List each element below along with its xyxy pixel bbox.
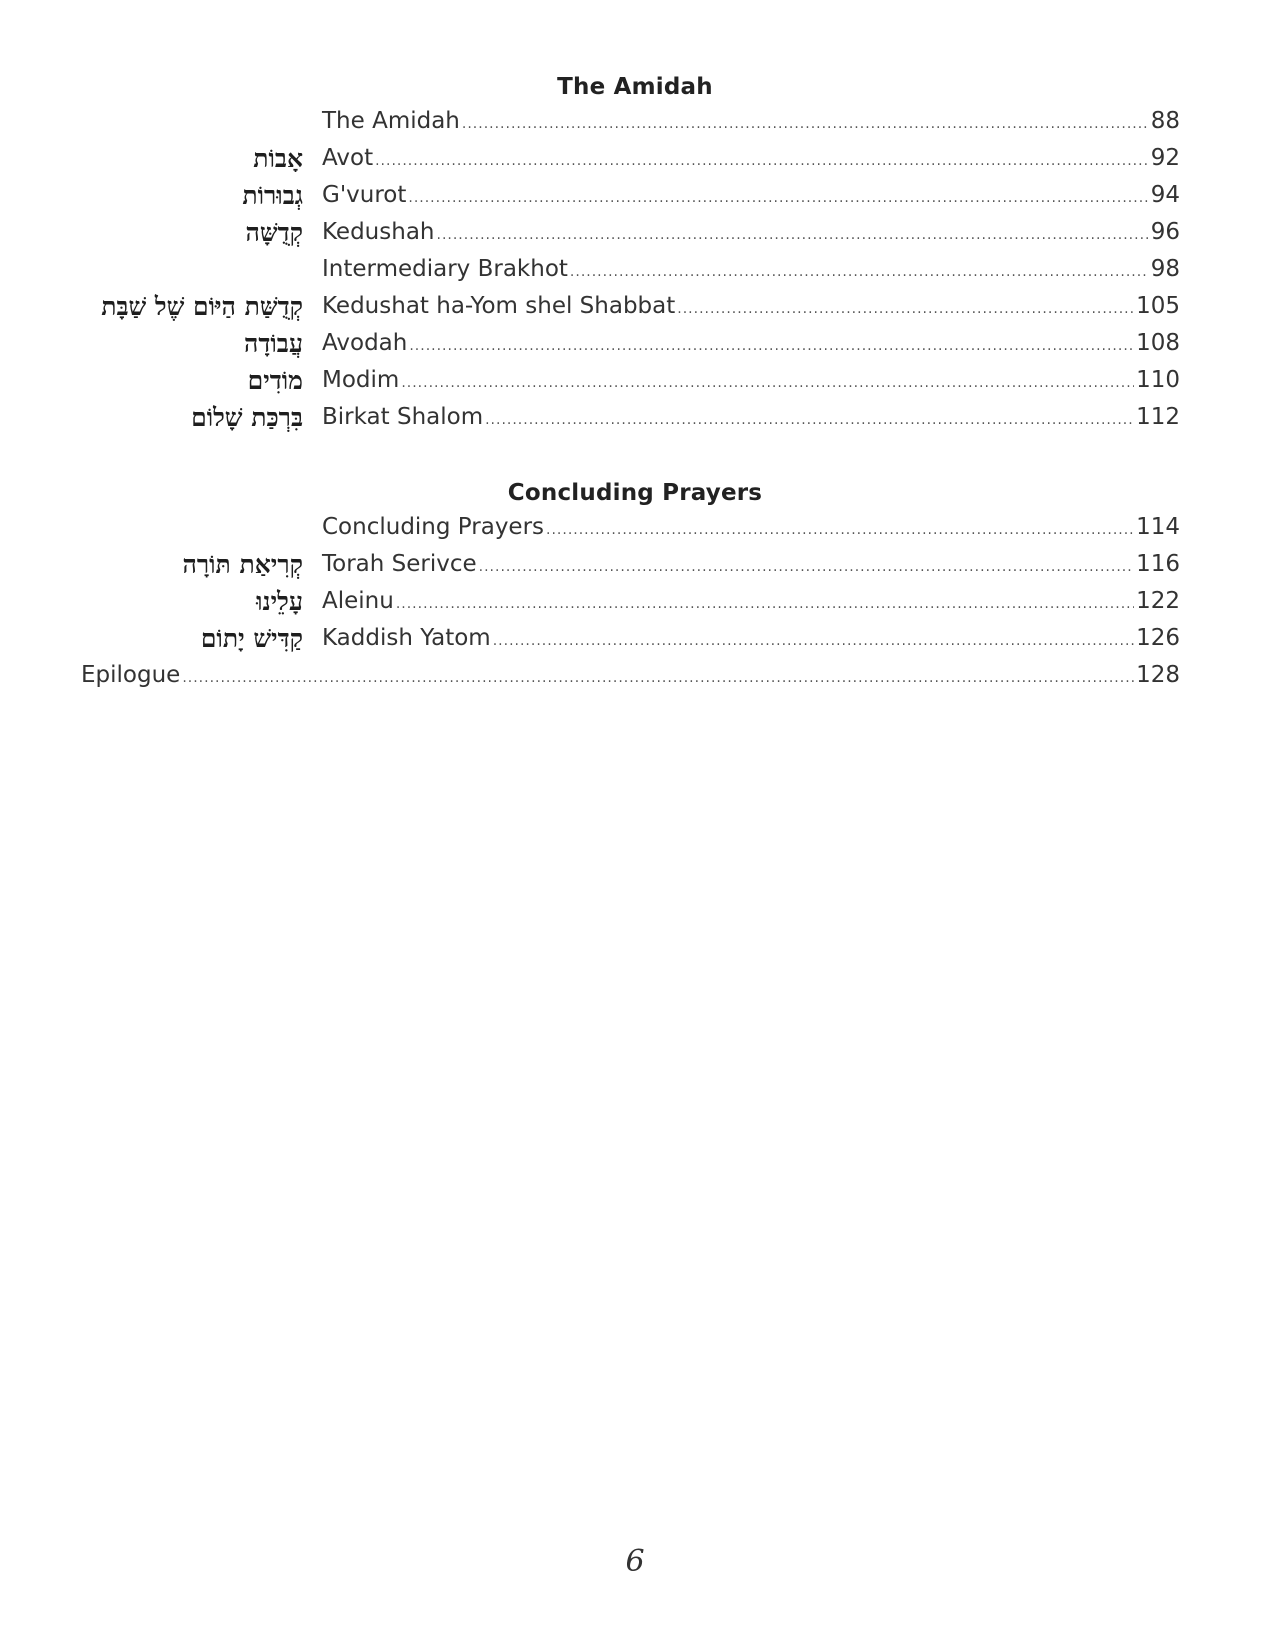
toc-entry-page: 112 bbox=[1136, 404, 1180, 430]
toc-entry-hebrew: קְדֻשַּׁת הַיּוֹם שֶׁל שַׁבָּת bbox=[101, 292, 303, 321]
toc-entry bbox=[322, 367, 1180, 404]
section-heading-concluding-prayers: Concluding Prayers bbox=[507, 480, 763, 506]
toc-entry-title: Kaddish Yatom bbox=[322, 625, 491, 651]
toc-entry-title: Avot bbox=[322, 145, 374, 171]
toc-entry-hebrew: קְרִיאַת תּוֹרָה bbox=[182, 550, 303, 579]
toc-entry-page: 92 bbox=[1150, 145, 1180, 171]
toc-entry-hebrew: אָבוֹת bbox=[253, 144, 303, 173]
toc-entry-title: Avodah bbox=[322, 330, 408, 356]
toc-entry-hebrew: קַדִּישׁ יָתוֹם bbox=[200, 624, 303, 653]
toc-entry-hebrew: בִּרְכַּת שָׁלוֹם bbox=[191, 403, 303, 432]
toc-entry bbox=[322, 145, 1180, 182]
toc-entry bbox=[322, 625, 1180, 662]
toc-entry-page: 114 bbox=[1136, 514, 1180, 540]
toc-entry-page: 94 bbox=[1150, 182, 1180, 208]
page-number: 6 bbox=[625, 1544, 645, 1579]
toc-entry-title: G'vurot bbox=[322, 182, 407, 208]
dot-leader bbox=[493, 633, 1134, 649]
toc-entry-title: Epilogue bbox=[81, 662, 181, 688]
toc-entry-hebrew: גְבוּרוֹת bbox=[242, 181, 303, 210]
toc-entry bbox=[322, 256, 1180, 293]
dot-leader bbox=[396, 596, 1134, 612]
toc-entry-title: Kedushah bbox=[322, 219, 435, 245]
toc-entry-page: 108 bbox=[1136, 330, 1180, 356]
toc-entry-page: 88 bbox=[1150, 108, 1180, 134]
toc-entry-hebrew: קְדֻשָּׁה bbox=[245, 218, 303, 247]
toc-entry-hebrew: מוֹדִים bbox=[247, 366, 303, 395]
toc-entry bbox=[322, 108, 1180, 145]
dot-leader bbox=[462, 116, 1149, 132]
toc-entry-title: Birkat Shalom bbox=[322, 404, 484, 430]
toc-entry-page: 110 bbox=[1136, 367, 1180, 393]
toc-entry-title: The Amidah bbox=[322, 108, 460, 134]
toc-entry-title: Torah Serivce bbox=[322, 551, 477, 577]
dot-leader bbox=[677, 301, 1134, 317]
dot-leader bbox=[408, 190, 1148, 206]
toc-entry bbox=[322, 293, 1180, 330]
dot-leader bbox=[546, 522, 1134, 538]
toc-entry bbox=[322, 551, 1180, 588]
toc-entry bbox=[322, 404, 1180, 441]
dot-leader bbox=[437, 227, 1149, 243]
toc-entry-page: 128 bbox=[1136, 662, 1180, 688]
dot-leader bbox=[479, 559, 1134, 575]
dot-leader bbox=[401, 375, 1134, 391]
dot-leader bbox=[485, 412, 1134, 428]
toc-entry-page: 98 bbox=[1150, 256, 1180, 282]
toc-entry bbox=[322, 219, 1180, 256]
toc-entry-title: Intermediary Brakhot bbox=[322, 256, 568, 282]
toc-entry bbox=[322, 330, 1180, 367]
toc-entry bbox=[322, 182, 1180, 219]
toc-entry-page: 126 bbox=[1136, 625, 1180, 651]
toc-entry-title: Aleinu bbox=[322, 588, 394, 614]
toc-entry-hebrew: עָלֵינוּ bbox=[256, 587, 303, 616]
toc-entry-page: 116 bbox=[1136, 551, 1180, 577]
toc-entry-epilogue bbox=[81, 662, 1180, 699]
toc-entry-title: Kedushat ha-Yom shel Shabbat bbox=[322, 293, 676, 319]
dot-leader bbox=[570, 264, 1149, 280]
toc-entry-title: Concluding Prayers bbox=[322, 514, 545, 540]
dot-leader bbox=[182, 670, 1134, 686]
toc-entry-page: 96 bbox=[1150, 219, 1180, 245]
section-heading-amidah: The Amidah bbox=[557, 74, 713, 100]
toc-entry-page: 122 bbox=[1136, 588, 1180, 614]
toc-entry bbox=[322, 514, 1180, 551]
toc-entry bbox=[322, 588, 1180, 625]
toc-entry-page: 105 bbox=[1136, 293, 1180, 319]
dot-leader bbox=[375, 153, 1149, 169]
toc-entry-title: Modim bbox=[322, 367, 400, 393]
dot-leader bbox=[409, 338, 1134, 354]
toc-entry-hebrew: עֲבוֹדָה bbox=[244, 329, 303, 358]
